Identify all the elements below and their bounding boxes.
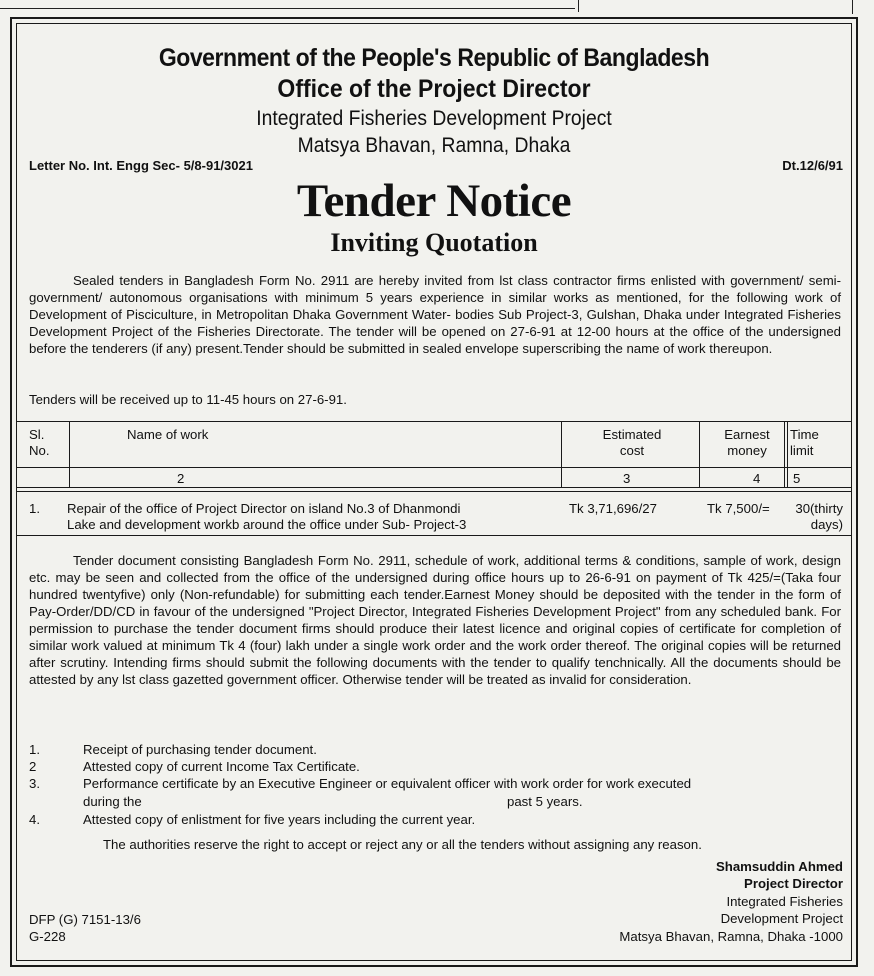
notice-frame (10, 17, 858, 967)
signatory-address: Matsya Bhavan, Ramna, Dhaka -1000 (619, 929, 843, 944)
row-sl: 1. (29, 501, 40, 516)
notice-subtitle: Inviting Quotation (330, 228, 538, 257)
time-header: Time limit (790, 427, 819, 458)
list-item: Attested copy of enlistment for five years including the current year. (83, 812, 476, 827)
row-cost: Tk 3,71,696/27 (569, 501, 657, 516)
column-number: 5 (793, 471, 801, 486)
row-work-line2: Lake and development workb around the office under Sub- Project-3 (67, 517, 467, 532)
intro-paragraph: Sealed tenders in Bangladesh Form No. 2911 are hereby invited from lst class contractor firms enlisted with government/ semi-government/ autonomous organisations with minimum 5 years experience in similar works as mentioned, for the following work of Development of Pisciculture, in Metropolitan Dhaka Government Water- bodies Sub Project-3, Gulshan, Dhaka under Integrated Fisheries Development Project of the Fisheries Directorate. The tender will be opened on 27-6-91 at 12-00 hours at the office of the undersigned before the tenderers (if any) present.Tender should be submitted in sealed envelope superscribing the name of work thereupon. (29, 273, 841, 356)
list-item-continued-tail: past 5 years. (507, 794, 583, 809)
list-item: Performance certificate by an Executive Engineer or equivalent officer with work order for work executed (83, 776, 692, 791)
signatory-org-line2: Development Project (720, 911, 843, 926)
list-item-number: 4. (29, 812, 40, 827)
top-page-edge (0, 0, 874, 14)
address-heading: Matsya Bhavan, Ramna, Dhaka (297, 134, 571, 157)
column-number: 3 (623, 471, 631, 486)
list-item-number: 1. (29, 742, 40, 757)
row-time-line1: 30(thirty (795, 501, 843, 516)
government-heading: Government of the People's Republic of Bangladesh (158, 44, 710, 72)
dfp-number: DFP (G) 7151-13/6 (29, 912, 141, 927)
body-paragraph: Tender document consisting Bangladesh Form No. 2911, schedule of work, additional terms & conditions, sample of work, design etc. may be seen and collected from the office of the undersigned during office hours up to 26-6-91 on payment of Tk 425/=(Taka four hundred twentyfive) only (Non-refundable) for submitting each tender.Earnest Money should be deposited with the tender in the form of Pay-Order/DD/CD in favour of the undersigned "Project Director, Integrated Fisheries Development Project" from any scheduled bank. For permission to purchase the tender document firms should produce their latest licence and original copies of certificate for completion of similar work valued at minimum Tk 4 (four) lakh under a single work order and the work order thereof. The original copies will be returned after scrutiny. Intending firms should submit the following documents with the tender to qualify tenchnically. All the documents should be attested by any lst class gazetted government officer. Otherwise tender will be treated as invalid for consideration. (29, 553, 841, 687)
dfp-code (29, 911, 141, 945)
row-work-line1: Repair of the office of Project Director on island No.3 of Dhanmondi (67, 501, 461, 516)
list-item: Attested copy of current Income Tax Certificate. (83, 759, 360, 774)
ad-code: G-228 (29, 929, 66, 944)
project-heading: Integrated Fisheries Development Project (256, 107, 612, 130)
notice-title: Tender Notice (296, 175, 572, 227)
office-heading: Office of the Project Director (277, 75, 591, 103)
row-time-line2: days) (810, 517, 843, 532)
signatory-org-line1: Integrated Fisheries (726, 894, 843, 909)
letter-date: Dt.12/6/91 (782, 158, 843, 173)
notice-inner-border (16, 23, 852, 961)
work-table (17, 421, 851, 557)
signatory-name: Shamsuddin Ahmed (715, 859, 843, 874)
intro-deadline: Tenders will be received up to 11-45 hours on 27-6-91. (29, 392, 347, 407)
list-item-number: 3. (29, 776, 40, 791)
row-earnest: Tk 7,500/= (707, 501, 770, 516)
column-number: 2 (177, 471, 185, 486)
sl-header: Sl. No. (29, 427, 50, 458)
column-number: 4 (753, 471, 761, 486)
cost-header: Estimated cost (602, 427, 662, 458)
reserve-right-note: The authorities reserve the right to accept or reject any or all the tenders without assigning any reason. (103, 837, 702, 852)
list-item: Receipt of purchasing tender document. (83, 742, 317, 757)
earnest-header: Earnest money (724, 427, 770, 458)
list-item-number: 2 (29, 759, 37, 774)
letter-number: Letter No. Int. Engg Sec- 5/8-91/3021 (29, 158, 253, 173)
list-item-continued: during the (83, 794, 142, 809)
name-header: Name of work (127, 427, 209, 442)
signatory-designation: Project Director (744, 876, 843, 891)
